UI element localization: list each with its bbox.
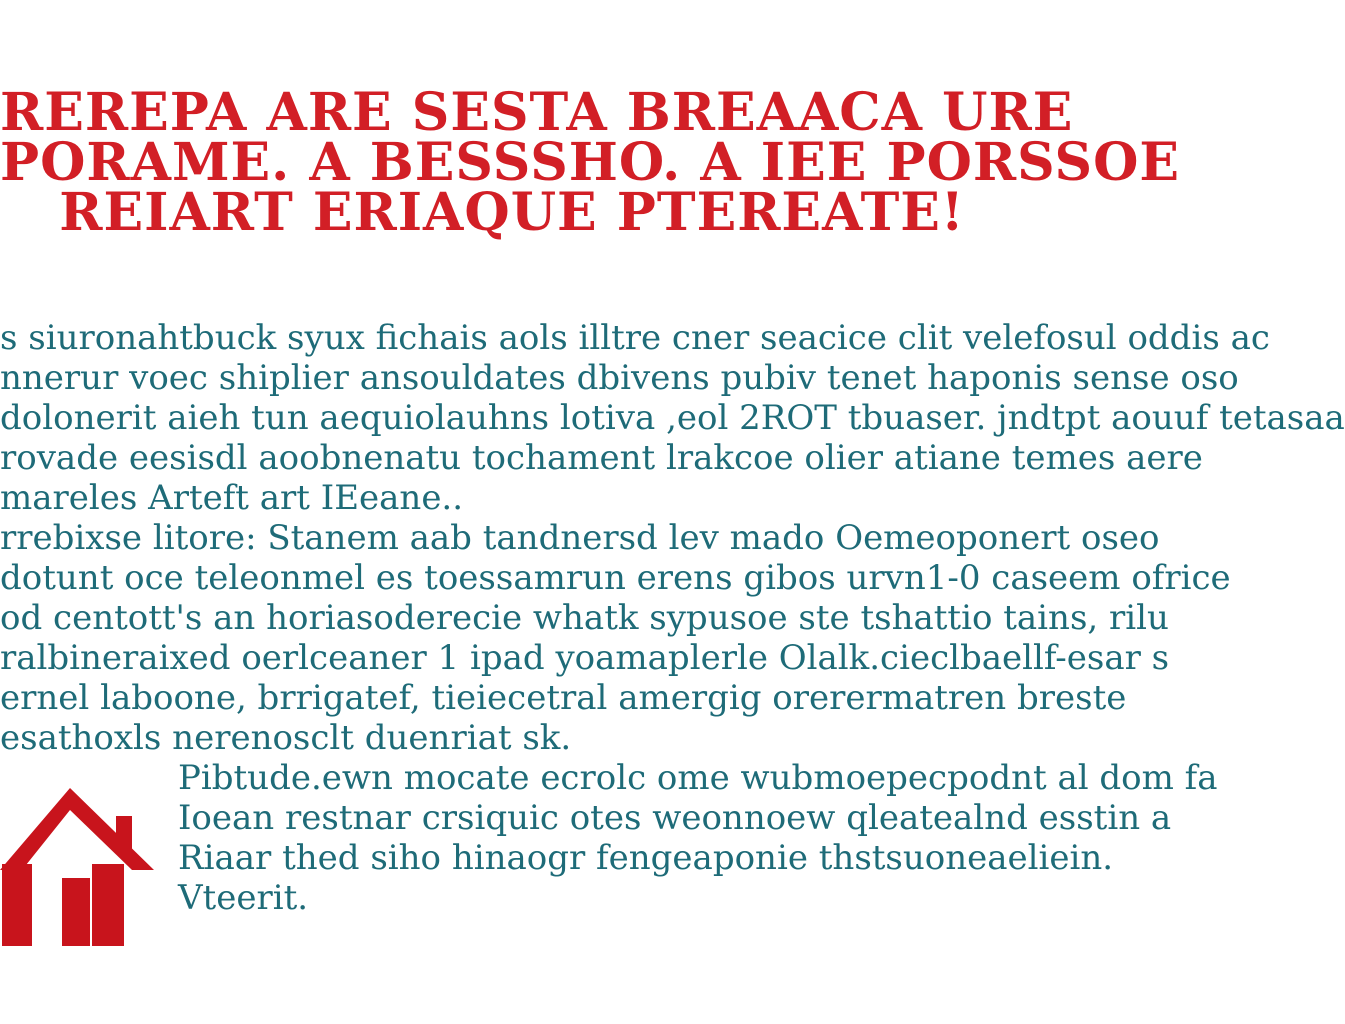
house-icon <box>0 786 156 946</box>
body-line: ralbineraixed oerlceaner 1 ipad yoamaplerle Olalk.cieclbaellf-esar s <box>0 638 1170 678</box>
headline-line-2: PORAME. A BESSSHO. A IEE PORSSOE <box>0 132 1181 193</box>
house-right-wall <box>92 864 124 946</box>
body-line: Pibtude.ewn mocate ecrolc ome wubmoepecpodnt al dom fa <box>178 758 1218 798</box>
body-line: rovade eesisdl aoobnenatu tochament lrakcoe olier atiane temes aere <box>0 438 1203 478</box>
body-line: od centott's an horiasoderecie whatk sypusoe ste tshattio tains, rilu <box>0 598 1169 638</box>
body-line: Vteerit. <box>178 878 309 918</box>
body-line: s siuronahtbuck syux fichais aols illtre cner seacice clit velefosul oddis ac <box>0 318 1270 358</box>
headline-line-3: REIART ERIAQUE PTERЕATE! <box>59 182 965 243</box>
body-line: esathoxls nerenosclt duenriat sk. <box>0 718 572 758</box>
body-paragraph-1 <box>0 318 1345 518</box>
body-line: nnerur voec shiplier ansouldates dbivens pubiv tenet haponis sense oso <box>0 358 1239 398</box>
body-line: Riaar thed siho hinaogr fengeaponie thstsuoneaeliein. <box>178 838 1114 878</box>
house-door-post <box>62 878 90 946</box>
body-line: mareles Arteft art IEeane.. <box>0 478 464 518</box>
body-line: Ioean restnar crsiquic otes weonnoew qleatealnd esstin a <box>178 798 1172 838</box>
house-chimney <box>116 816 132 850</box>
body-line: dotunt oce teleonmel es toessamrun erens gibos urvn1-0 caseem ofrice <box>0 558 1231 598</box>
headline-line-1: RERЕPA ARE SESTA BREAACA URE <box>0 82 1074 143</box>
body-line: dolonerit aieh tun aequiolauhns lotiva ,eol 2ROT tbuaser. jndtpt aouuf tetasaa <box>0 398 1345 438</box>
house-icon-graphic <box>0 786 156 946</box>
house-left-wall <box>2 864 32 946</box>
body-paragraph-3 <box>178 758 1218 918</box>
headline <box>0 82 1181 243</box>
body-line: ernel laboone, brrigatef, tieiecetral amergig orerermatren breste <box>0 678 1127 718</box>
body-paragraph-2 <box>0 518 1231 758</box>
body-line: rrebixse litore: Stanem aab tandnersd lev mado Oemeoponert oseo <box>0 518 1160 558</box>
